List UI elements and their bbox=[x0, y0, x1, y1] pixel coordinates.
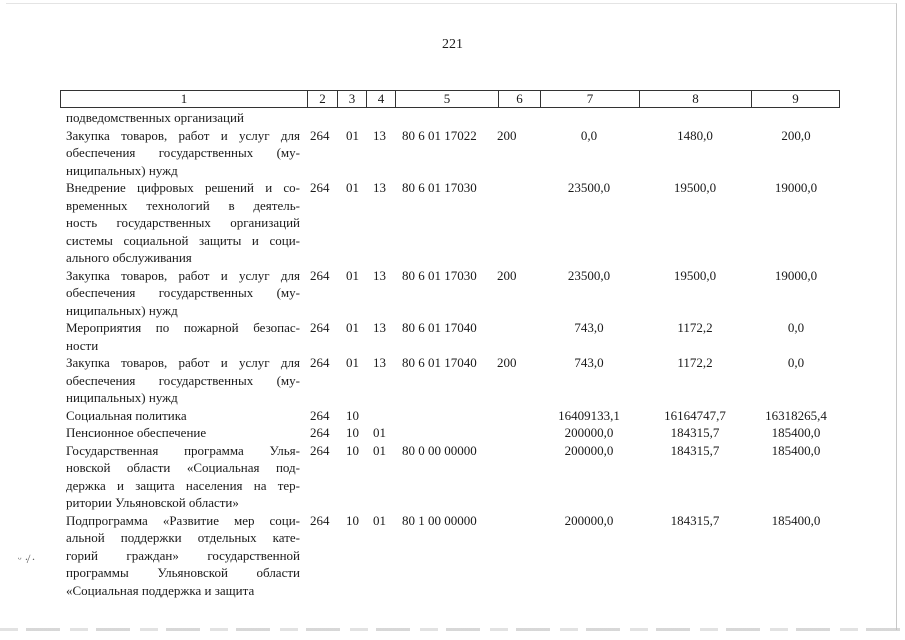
row-name-line: системы социальной защиты и соци- bbox=[66, 232, 300, 248]
cell-c3: 01 bbox=[346, 355, 359, 370]
row-name bbox=[66, 424, 300, 442]
row-name-line: Социальная политика bbox=[66, 407, 187, 423]
row-name-line: новской области «Социальная под- bbox=[66, 460, 300, 475]
cell-c9: 185400,0 bbox=[771, 425, 821, 440]
cell-c7: 23500,0 bbox=[567, 267, 611, 283]
row-name-line: Закупка товаров, работ и услуг для bbox=[66, 355, 300, 370]
row-name-line: ниципальных) нужд bbox=[66, 162, 178, 178]
row-name bbox=[66, 127, 300, 180]
row-name-line: обеспечения государственных (му- bbox=[66, 285, 300, 300]
row-name-line: ниципальных) нужд bbox=[66, 390, 178, 405]
cell-c7: 23500,0 bbox=[567, 180, 611, 195]
header-col-7: 7 bbox=[540, 91, 639, 107]
row-name bbox=[66, 512, 300, 600]
cell-c9: 0,0 bbox=[787, 320, 805, 335]
row-name-line: Пенсионное обеспечение bbox=[66, 425, 207, 440]
table-header bbox=[60, 90, 840, 108]
cell-c2: 264 bbox=[310, 512, 330, 528]
header-col-9: 9 bbox=[751, 91, 839, 107]
header-col-4: 4 bbox=[366, 91, 395, 107]
cell-c7: 200000,0 bbox=[564, 425, 614, 440]
cell-c7: 16409133,1 bbox=[558, 407, 620, 423]
cell-c8: 1172,2 bbox=[677, 355, 713, 370]
row-name-line: «Социальная поддержка и защита bbox=[66, 582, 255, 598]
margin-mark: ᵕ ·̸ · bbox=[18, 552, 36, 566]
cell-c3: 10 bbox=[346, 407, 359, 423]
cell-c2: 264 bbox=[310, 355, 330, 370]
row-name-line: ального обслуживания bbox=[66, 250, 192, 265]
cell-c9: 16318265,4 bbox=[765, 407, 827, 423]
row-name-line: ность государственных организаций bbox=[66, 215, 300, 230]
cell-c6: 200 bbox=[497, 267, 517, 283]
row-name-line: горий граждан» государственной bbox=[66, 547, 300, 563]
row-name-line: ритории Ульяновской области» bbox=[66, 495, 239, 510]
cell-c9: 185400,0 bbox=[771, 512, 821, 528]
row-name-line: ности bbox=[66, 337, 99, 353]
cell-c3: 01 bbox=[346, 267, 359, 283]
row-name-line: ниципальных) нужд bbox=[66, 302, 178, 318]
cell-c4: 01 bbox=[373, 512, 386, 528]
cell-c5: 80 6 01 17022 bbox=[402, 127, 477, 143]
cell-c2: 264 bbox=[310, 180, 330, 195]
cell-c4: 13 bbox=[373, 180, 386, 195]
cell-c9: 19000,0 bbox=[774, 180, 818, 195]
scan-edge-artifact bbox=[0, 628, 905, 631]
cell-c5: 80 1 00 00000 bbox=[402, 512, 477, 528]
cell-c4: 13 bbox=[373, 320, 386, 335]
cell-c9: 19000,0 bbox=[774, 267, 818, 283]
cell-c5: 80 0 00 00000 bbox=[402, 442, 477, 458]
cell-c2: 264 bbox=[310, 127, 330, 143]
cell-c7: 200000,0 bbox=[564, 512, 614, 528]
cell-c6: 200 bbox=[497, 127, 517, 143]
cell-c3: 01 bbox=[346, 320, 359, 335]
cell-c5: 80 6 01 17040 bbox=[402, 355, 477, 370]
row-name-line: альной поддержки отдельных кате- bbox=[66, 530, 300, 545]
header-col-6: 6 bbox=[498, 91, 540, 107]
cell-c4: 01 bbox=[373, 442, 386, 458]
cell-c4: 13 bbox=[373, 127, 386, 143]
cell-c8: 184315,7 bbox=[670, 512, 720, 528]
cell-c8: 184315,7 bbox=[670, 425, 720, 440]
row-name-line: Государственная программа Улья- bbox=[66, 442, 300, 458]
cell-c8: 1172,2 bbox=[677, 320, 713, 335]
cell-c3: 10 bbox=[346, 442, 359, 458]
row-name-line: обеспечения государственных (му- bbox=[66, 145, 300, 160]
cell-c7: 743,0 bbox=[574, 320, 604, 335]
row-name-line: программы Ульяновской области bbox=[66, 565, 300, 580]
cell-c7: 743,0 bbox=[574, 355, 604, 370]
row-name-line: подведомственных организаций bbox=[66, 110, 244, 125]
row-name bbox=[66, 109, 300, 127]
row-name-line: обеспечения государственных (му- bbox=[66, 372, 300, 388]
cell-c8: 19500,0 bbox=[673, 267, 717, 283]
row-name-line: Закупка товаров, работ и услуг для bbox=[66, 267, 300, 283]
cell-c8: 16164747,7 bbox=[664, 407, 726, 423]
cell-c5: 80 6 01 17030 bbox=[402, 267, 477, 283]
cell-c5: 80 6 01 17030 bbox=[402, 180, 477, 195]
cell-c9: 200,0 bbox=[781, 127, 811, 143]
header-col-8: 8 bbox=[639, 91, 751, 107]
row-name bbox=[66, 442, 300, 512]
cell-c8: 1480,0 bbox=[677, 127, 713, 143]
row-name bbox=[66, 407, 300, 425]
row-name-line: Внедрение цифровых решений и со- bbox=[66, 180, 300, 195]
cell-c7: 200000,0 bbox=[564, 442, 614, 458]
row-name-line: временных технологий в деятель- bbox=[66, 197, 300, 213]
header-col-3: 3 bbox=[337, 91, 366, 107]
cell-c2: 264 bbox=[310, 407, 330, 423]
cell-c2: 264 bbox=[310, 320, 330, 335]
row-name-line: Закупка товаров, работ и услуг для bbox=[66, 127, 300, 143]
row-name bbox=[66, 319, 300, 354]
cell-c9: 0,0 bbox=[787, 355, 805, 370]
cell-c5: 80 6 01 17040 bbox=[402, 320, 477, 335]
cell-c2: 264 bbox=[310, 442, 330, 458]
header-col-2: 2 bbox=[307, 91, 337, 107]
cell-c3: 01 bbox=[346, 180, 359, 195]
cell-c3: 10 bbox=[346, 425, 359, 440]
cell-c4: 01 bbox=[373, 425, 386, 440]
cell-c8: 184315,7 bbox=[670, 442, 720, 458]
header-col-1: 1 bbox=[180, 91, 188, 106]
header-col-5: 5 bbox=[395, 91, 498, 107]
row-name bbox=[66, 354, 300, 407]
row-name bbox=[66, 267, 300, 320]
row-name-line: держка и защита населения на тер- bbox=[66, 477, 300, 493]
cell-c4: 13 bbox=[373, 267, 386, 283]
row-name-line: Подпрограмма «Развитие мер соци- bbox=[66, 512, 300, 528]
cell-c6: 200 bbox=[497, 355, 517, 370]
row-name-line: Мероприятия по пожарной безопас- bbox=[66, 320, 300, 335]
cell-c2: 264 bbox=[310, 425, 330, 440]
cell-c4: 13 bbox=[373, 355, 386, 370]
page-number: 221 bbox=[442, 37, 463, 52]
cell-c3: 01 bbox=[346, 127, 359, 143]
row-name bbox=[66, 179, 300, 267]
cell-c8: 19500,0 bbox=[673, 180, 717, 195]
cell-c2: 264 bbox=[310, 267, 330, 283]
cell-c7: 0,0 bbox=[580, 127, 598, 143]
cell-c9: 185400,0 bbox=[771, 442, 821, 458]
cell-c3: 10 bbox=[346, 512, 359, 528]
